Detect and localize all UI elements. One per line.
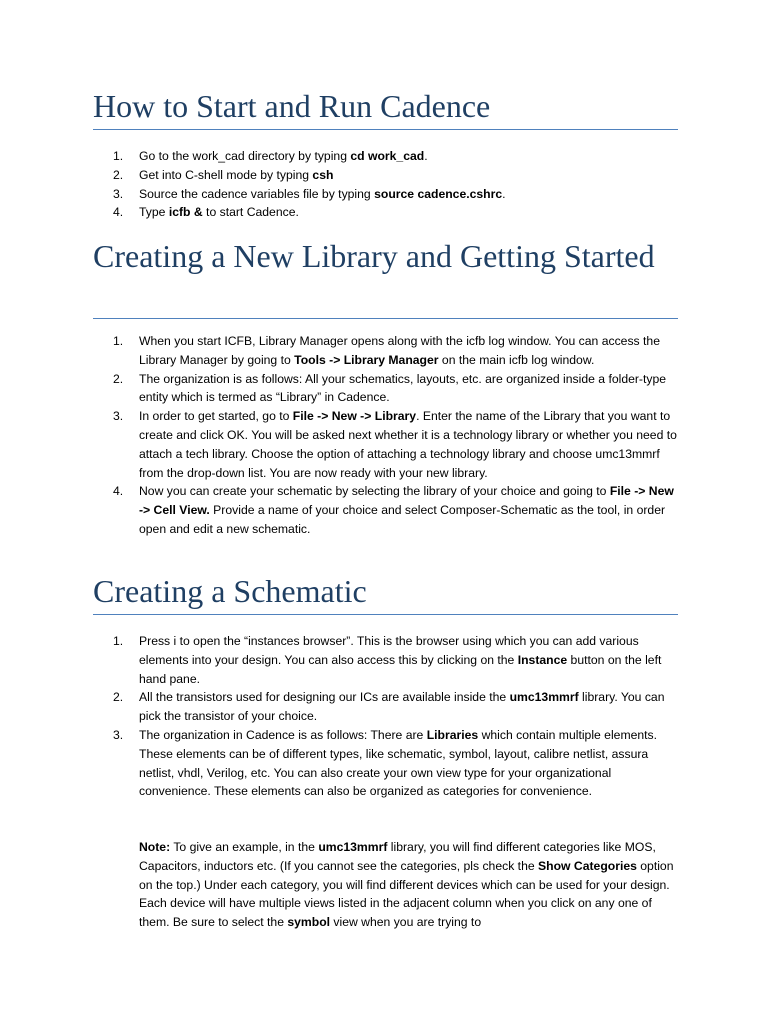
bold-text: source cadence.cshrc [374,186,503,201]
list-item-number: 2. [113,690,124,705]
text: Now you can create your schematic by selecting the library of your choice and going to [139,484,610,499]
text: library, you will find different categories like MOS, Capacitors, inductors etc. (If you cannot see the categories, pls check the [139,840,656,873]
text: The organization in Cadence is as follows: There are [139,727,427,742]
section-heading-schematic: Creating a Schematic [93,573,367,609]
text: Get into C-shell mode by typing [139,167,313,182]
bold-text: Tools -> Library Manager [294,352,439,367]
bold-text: icfb & [168,205,203,220]
text: To give an example, in the [170,840,319,854]
text: All the transistors used for designing our ICs are available inside the [139,690,510,705]
list-item-number: 3. [113,409,124,424]
list-item [113,332,679,370]
text: button on the left hand pane. [139,652,662,686]
text: The organization is as follows: All your schematics, layouts, etc. are organized inside a folder-type entity which is termed as “Library” in Cadence. [139,371,667,405]
text: library. You can pick the transistor of your choice. [139,690,665,724]
text: which contain multiple elements. These elements can be of different types, like schematic, symbol, layout, calibre netlist, assura netlist, vhdl, Verilog, etc. You can also create your own view type for your organizational convenience. These elements can also be organized as categories for convenience. [139,727,658,799]
bold-text: Note: [139,840,171,854]
list-item-number: 2. [113,371,124,386]
heading-rule [93,318,678,319]
section-heading-start-cadence: How to Start and Run Cadence [93,88,491,124]
list-item [113,147,679,166]
text: Go to the work_cad directory by typing [139,149,351,163]
list-item [113,482,679,538]
text: on the main icfb log window. [438,352,595,367]
text: Press i to open the “instances browser”. This is the browser using which you can add various elements into your design. You can also access this by clicking on the [139,634,639,667]
bold-text: Libraries [426,727,479,742]
text: to start Cadence. [202,205,299,220]
steps-list-schematic [113,632,679,801]
list-item-number: 1. [113,634,124,648]
list-item-number: 4. [113,484,124,499]
text: . Enter the name of the Library that you want to create and click OK. You will be asked next whether it is a technology library or whether you need to attach a tech library. Choose the option of attaching a technology library and choose umc13mmrf from the drop-down list. You are now ready with your new library. [139,409,677,480]
list-item-number: 4. [113,205,124,220]
list-item-number: 3. [113,727,124,742]
steps-list-start-cadence [113,147,679,222]
list-item [113,166,679,185]
section-heading-new-library: Creating a New Library and Getting Started [93,238,655,274]
bold-text: File -> New -> Library [292,409,417,424]
bold-text: Show Categories [538,858,637,873]
list-item-number: 1. [113,149,124,163]
list-item-number: 2. [113,167,124,182]
text: Provide a name of your choice and select Composer-Schematic as the tool, in order open and edit a new schematic. [139,503,666,536]
list-item [113,632,679,688]
list-item [113,688,679,726]
list-item [113,203,679,222]
text: Source the cadence variables file by typing [139,186,375,201]
list-item [113,407,679,482]
list-item-number: 3. [113,186,124,201]
list-item [113,726,679,801]
text: When you start ICFB, Library Manager opens along with the icfb log window. You can access the Library Manager by going to [139,334,660,367]
bold-text: cd work_cad [350,149,425,163]
steps-list-new-library [113,332,679,539]
text: Type [139,205,169,220]
note-paragraph [139,838,679,932]
list-item-number: 1. [113,334,124,348]
text: In order to get started, go to [139,409,293,424]
heading-rule [93,129,678,130]
text: . [424,149,428,163]
bold-text: Instance [517,652,568,667]
bold-text: symbol [287,915,331,930]
bold-text: umc13mmrf [318,840,388,854]
bold-text: File -> New -> Cell View. [139,484,674,518]
bold-text: csh [312,167,334,182]
text: option on the top.) Under each category, you will find different devices which can be used for your design. Each device will have multiple views listed in the adjacent column when you click on any one of them. Be sure to select the [139,858,674,930]
list-item [113,185,679,204]
heading-rule [93,614,678,615]
text: . [502,186,506,201]
text: view when you are trying to [330,915,482,930]
bold-text: umc13mmrf [509,690,579,705]
list-item [113,370,679,408]
